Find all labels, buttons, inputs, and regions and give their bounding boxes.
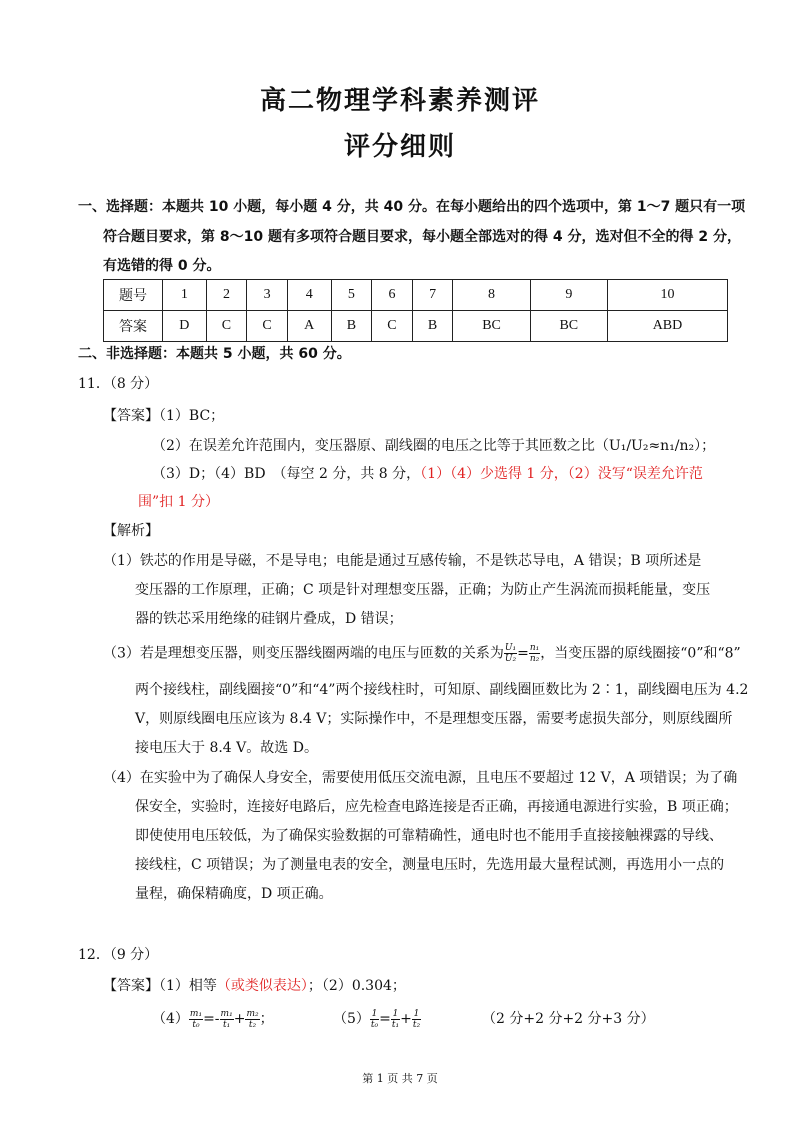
answer-cell: C: [206, 311, 247, 342]
q11-scoring-note: （1）（4）少选得 1 分，（2）没写“误差允许范: [420, 466, 703, 482]
q11-p4-line3: 即使使用电压较低，为了确保实验数据的可靠精确性，通电时也不能用手直接接触裸露的导线、: [135, 828, 723, 844]
q12-answer-rest: ；（2）0.304；: [307, 978, 406, 994]
q11-answer-1: 【答案】（1）BC；: [103, 408, 225, 424]
fraction: [245, 1009, 259, 1030]
question-cell: 2: [206, 280, 247, 311]
answer-cell: D: [163, 311, 207, 342]
answer-cell: C: [247, 311, 288, 342]
q11-p3-text-b: ，当变压器的原线圈接“0”和“8”: [540, 645, 741, 662]
frac-num: 1: [371, 1008, 378, 1019]
question-cell: 3: [247, 280, 288, 311]
q12-answer-label: 【答案】（1）相等: [103, 978, 217, 994]
plus: +: [233, 1011, 246, 1027]
frac-num: n₁: [529, 643, 540, 653]
answer-cell: B: [331, 311, 372, 342]
section1-line2: 符合题目要求，第 8～10 题有多项符合题目要求，每小题全部选对的得 4 分，选对但不全的得 2 分，: [103, 229, 741, 245]
equals: =: [517, 645, 529, 662]
section1-line1: 一、选择题：本题共 10 小题，每小题 4 分，共 40 分。在每小题给出的四个选项中，第 1～7 题只有一项: [78, 199, 746, 215]
frac-den: t₁: [223, 1019, 231, 1030]
q11-answer-2: （2）在误差允许范围内，变压器原、副线圈的电压之比等于其匝数之比（U₁/U₂≈n₁/n₂）；: [152, 438, 716, 454]
q11-p4-line5: 量程，确保精确度，D 项正确。: [135, 886, 333, 902]
turns-ratio: [529, 643, 540, 664]
q12-answer-5: [333, 1006, 421, 1032]
answer-cell: B: [412, 311, 453, 342]
fraction: [391, 1009, 400, 1030]
frac-den: t₀: [192, 1019, 200, 1030]
question-row: [104, 280, 728, 311]
question-cell: 5: [331, 280, 372, 311]
q11-p1-line3: 器的铁芯采用绝缘的硅钢片叠成，D 错误；: [135, 611, 403, 627]
row-label-answer: 答案: [104, 311, 163, 342]
frac-num: m₁: [220, 1008, 233, 1019]
frac-den: n₂: [529, 654, 540, 664]
answer-cell: BC: [530, 311, 607, 342]
answer-cell: ABD: [607, 311, 727, 342]
q11-p3-line4: 接电压大于 8.4 V。故选 D。: [135, 740, 318, 756]
fraction: [189, 1009, 203, 1030]
answer-table: [103, 279, 728, 342]
frac-num: 1: [392, 1008, 399, 1019]
question-cell: 9: [530, 280, 607, 311]
frac-num: U₁: [504, 643, 517, 653]
plus: +: [400, 1011, 412, 1027]
row-label-question: 题号: [104, 280, 163, 311]
frac-den: U₂: [504, 654, 517, 664]
q11-p3-line3: V，则原线圈电压应该为 8.4 V；实际操作中，不是理想变压器，需要考虑损失部分，则原线圈所: [135, 711, 733, 727]
q11-p4-line2: 保安全，实验时，连接好电路后，应先检查电路连接是否正确，再接通电源进行实验，B 项正确；: [135, 799, 738, 815]
voltage-ratio: [504, 643, 517, 664]
answer-row: [104, 311, 728, 342]
question-cell: 4: [287, 280, 331, 311]
frac-den: t₂: [248, 1019, 257, 1030]
fraction: [370, 1009, 379, 1030]
equals: =-: [203, 1011, 220, 1027]
question-cell: 8: [453, 280, 530, 311]
q12-answer-4: [152, 1006, 274, 1032]
q11-p3-text-a: （3）若是理想变压器，则变压器线圈两端的电压与匝数的关系为: [103, 645, 504, 662]
frac-den: t₁: [391, 1019, 400, 1030]
frac-num: 1: [413, 1008, 420, 1019]
q11-answer-3-text: （3）D；（4）BD （每空 2 分，共 8 分，: [152, 466, 421, 482]
q11-p3-line1: [103, 643, 741, 664]
q12-answer-1: [103, 976, 406, 996]
frac-den: t₂: [412, 1019, 421, 1030]
q11-answer-3: [152, 464, 703, 484]
semicolon: ；: [259, 1011, 274, 1027]
question-cell: 7: [412, 280, 453, 311]
section2-heading: 二、非选择题：本题共 5 小题，共 60 分。: [78, 346, 351, 362]
question-cell: 1: [163, 280, 207, 311]
equals: =: [379, 1011, 391, 1027]
page-footer: 第 1 页 共 7 页: [362, 1072, 438, 1085]
answer-cell: C: [372, 311, 413, 342]
page-title: 高二物理学科素养测评: [259, 86, 540, 116]
q12-answer-note: （或类似表达）: [216, 978, 308, 994]
frac-num: m₂: [246, 1008, 259, 1019]
q12-number: 12．（9 分）: [78, 947, 159, 963]
q11-number: 11．（8 分）: [78, 376, 159, 392]
q11-p1-line2: 变压器的工作原理，正确；C 项是针对理想变压器，正确；为防止产生涡流而损耗能量，变压: [135, 582, 711, 598]
q11-p1-line1: （1）铁芯的作用是导磁，不是导电；电能是通过互感传输，不是铁芯导电，A 错误；B 项所述是: [103, 553, 702, 569]
frac-num: m₁: [189, 1008, 203, 1019]
q12-score: （2 分+2 分+2 分+3 分）: [482, 1011, 655, 1027]
fraction: [220, 1009, 234, 1030]
q11-analysis-label: 【解析】: [103, 523, 159, 539]
fraction: [412, 1009, 421, 1030]
q12-ans4-label: （4）: [152, 1011, 189, 1027]
question-cell: 10: [607, 280, 727, 311]
frac-den: t₀: [370, 1019, 379, 1030]
answer-cell: A: [287, 311, 331, 342]
q11-p4-line1: （4）在实验中为了确保人身安全，需要使用低压交流电源，且电压不要超过 12 V，A 项错误；为了确: [103, 770, 738, 786]
q12-ans5-label: （5）: [333, 1011, 370, 1027]
answer-cell: BC: [453, 311, 530, 342]
section1-line3: 有选错的得 0 分。: [103, 258, 221, 274]
q11-p4-line4: 接线柱，C 项错误；为了测量电表的安全，测量电压时，先选用最大量程试测，再选用小一点的: [135, 857, 725, 873]
question-cell: 6: [372, 280, 413, 311]
page-subtitle: 评分细则: [343, 132, 456, 162]
q11-p3-line2: 两个接线柱，副线圈接“0”和“4”两个接线柱时，可知原、副线圈匝数比为 2∶1，副线圈电压为 4.2: [135, 682, 749, 698]
q11-scoring-note-cont: 围”扣 1 分）: [138, 494, 219, 510]
